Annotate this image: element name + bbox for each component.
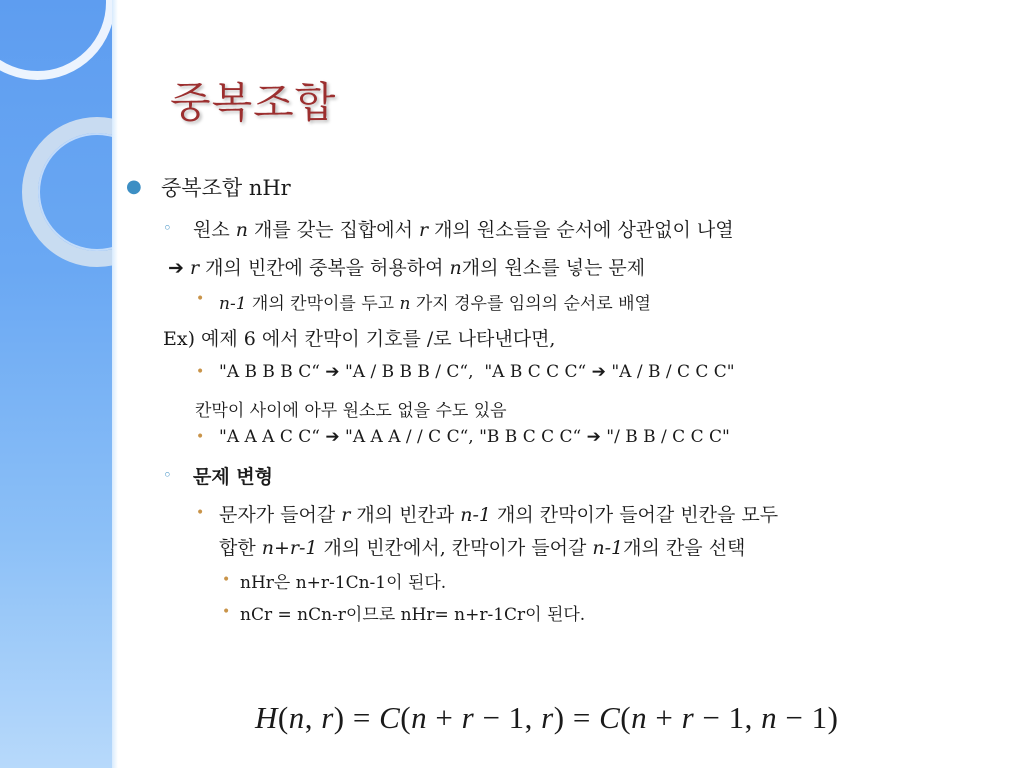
bullet-small-icon: • bbox=[196, 505, 205, 521]
bullet-arrow-explanation: ➔ r 개의 빈칸에 중복을 허용하여 n개의 원소를 넣는 문제 bbox=[168, 257, 646, 279]
result-line-2: nCr = nCn-r이므로 nHr= n+r-1Cr이 된다. bbox=[240, 605, 586, 625]
formula-equation: H(n, r) = C(n + r − 1, r) = C(n + r − 1, n − 1) bbox=[255, 700, 839, 735]
bullet-small-icon: • bbox=[222, 604, 231, 620]
bullet-main-topic: 중복조합 nHr bbox=[161, 176, 291, 200]
bullet-problem-variant: 문제 변형 bbox=[193, 466, 274, 488]
bullet-definition: 원소 n 개를 갖는 집합에서 r 개의 원소들을 순서에 상관없이 나열 bbox=[193, 219, 734, 241]
slide-title: 중복조합 bbox=[170, 78, 337, 127]
decorative-ring-top bbox=[0, 0, 112, 80]
right-arrow-icon: ➔ bbox=[168, 257, 184, 279]
result-line-1: nHr은 n+r-1Cn-1이 된다. bbox=[240, 573, 447, 593]
example-line-2: "A A A C C“ ➔ "A A A / / C C“, "B B C C C“ ➔ "/ B B / C C C" bbox=[219, 427, 730, 447]
example-line-1: "A B B B C“ ➔ "A / B B B / C“, "A B C C C“ ➔ "A / B / C C C" bbox=[219, 362, 735, 382]
bullet-ring-icon: ◦ bbox=[163, 466, 172, 484]
right-arrow-icon: ➔ bbox=[586, 427, 601, 447]
bullet-small-icon: • bbox=[196, 429, 205, 445]
bullet-small-icon: • bbox=[196, 364, 205, 380]
right-arrow-icon: ➔ bbox=[591, 362, 606, 382]
bullet-ring-icon: ◦ bbox=[163, 219, 172, 237]
bullet-small-icon: • bbox=[222, 572, 231, 588]
decorative-sidebar bbox=[0, 0, 112, 768]
right-arrow-icon: ➔ bbox=[325, 362, 340, 382]
example-heading: Ex) 예제 6 에서 칸막이 기호를 /로 나타낸다면, bbox=[163, 328, 556, 350]
bullet-partition: n-1 개의 칸막이를 두고 n 가지 경우를 임의의 순서로 배열 bbox=[219, 294, 651, 314]
bullet-small-icon: • bbox=[196, 291, 205, 307]
decorative-ring-middle bbox=[22, 117, 112, 267]
right-arrow-icon: ➔ bbox=[325, 427, 340, 447]
bullet-dot-icon: ● bbox=[126, 176, 142, 197]
variant-line-2: 합한 n+r-1 개의 빈칸에서, 칸막이가 들어갈 n-1개의 칸을 선택 bbox=[219, 537, 746, 559]
example-note: 칸막이 사이에 아무 원소도 없을 수도 있음 bbox=[195, 401, 507, 421]
sidebar-edge-gradient bbox=[112, 0, 118, 768]
variant-line-1: 문자가 들어갈 r 개의 빈칸과 n-1 개의 칸막이가 들어갈 빈칸을 모두 bbox=[219, 504, 779, 526]
